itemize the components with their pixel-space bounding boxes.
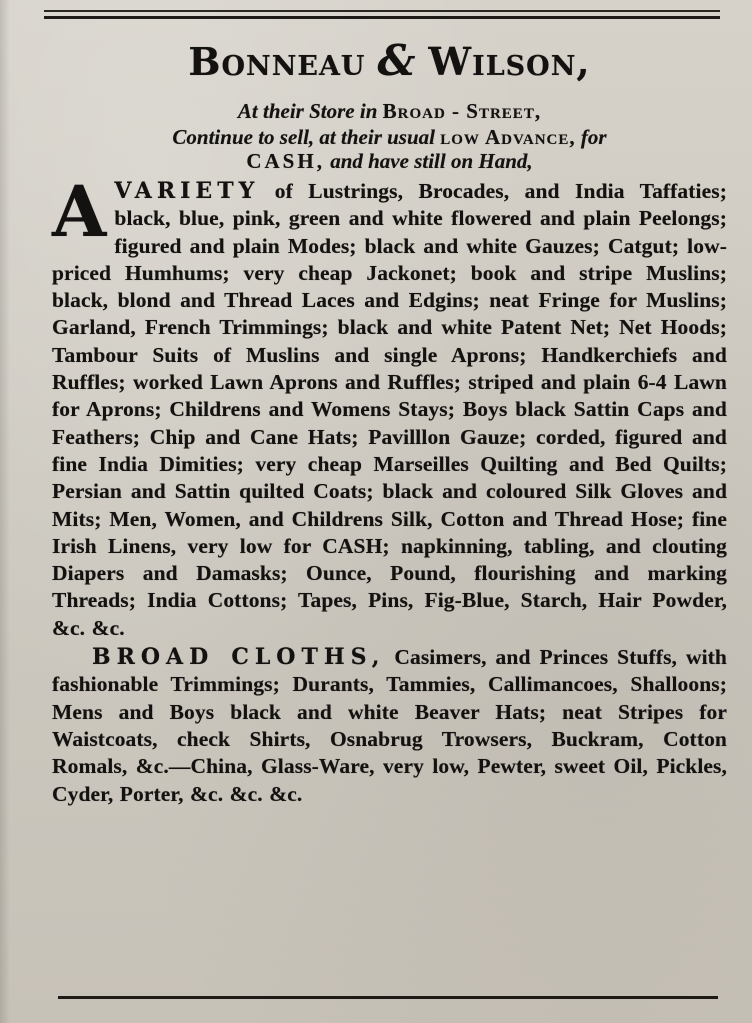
terms-line: [52, 124, 727, 150]
broadcloths-paragraph: [52, 644, 727, 808]
terms-italic-a: Continue to sell, at their usual: [172, 125, 435, 149]
store-location-italic: At their Store in: [237, 99, 378, 123]
goods-list-paragraph: [52, 170, 727, 642]
terms-caps: low Advance,: [440, 125, 576, 149]
broadcloths-text: Casimers, and Princes Stuffs, with fashionable Trimmings; Durants, Tammies, Callimancoes, Shalloons; Mens and Boys black and white Beaver Hats; neat Stripes for Waistcoats, check Shirts, Osnabrug Trowsers, Buckram, Cotton Romals, &c.—China, Glass-Ware, very low, Pewter, sweet Oil, Pickles, Cyder, Porter, &c. &c. &c.: [52, 645, 727, 806]
advertiser-name-right: Wilson,: [428, 39, 591, 84]
variety-heading: VARIETY: [114, 178, 260, 204]
cash-italic: and have still on Hand,: [330, 149, 533, 173]
cash-line: [52, 148, 727, 174]
ampersand-ornament: &: [377, 36, 417, 85]
page-edge-shadow: [0, 0, 10, 1023]
advertiser-name-left: Bonneau: [188, 39, 366, 84]
drop-cap-letter: A: [52, 170, 107, 253]
bottom-column-rule: [58, 996, 718, 1004]
advertisement: [52, 38, 727, 808]
terms-italic-b: for: [580, 125, 607, 149]
advertiser-name: [52, 38, 727, 90]
street-name: Broad - Street,: [382, 99, 542, 123]
broadcloths-heading: BROAD CLOTHS,: [92, 644, 386, 671]
store-location-line: [52, 98, 727, 124]
cash-caps: CASH,: [246, 149, 325, 173]
goods-list-text: of Lustrings, Brocades, and India Taffaties; black, blue, pink, green and white flowered and plain Peelongs; figured and plain Modes; black and white Gauzes; Catgut; low-priced Humhums; very cheap Jackonet; book and stripe Muslins; black, blond and Thread Laces and Edgins; neat Fringe for Muslins; Garland, French Trimmings; black and white Patent Net; Net Hoods; Tambour Suits of Muslins and single Aprons; Handkerchiefs and Ruffles; worked Lawn Aprons and Ruffles; striped and plain 6-4 Lawn for Aprons; Childrens and Womens Stays; Boys black Sattin Caps and Feathers; Chip and Cane Hats; Pavilllon Gauze; corded, figured and fine India Dimities; very cheap Marseilles Quilting and Bed Quilts; Persian and Sattin quilted Coats; black and coloured Silk Gloves and Mits; Men, Women, and Childrens Silk, Cotton and Thread Hose; fine Irish Linens, very low for CASH; napkinning, tabling, and clouting Diapers and Damasks; Ounce, Pound, flourishing and marking Threads; India Cottons; Tapes, Pins, Fig-Blue, Starch, Hair Powder, &c. &c.: [52, 179, 727, 640]
top-column-rule: [44, 10, 720, 19]
